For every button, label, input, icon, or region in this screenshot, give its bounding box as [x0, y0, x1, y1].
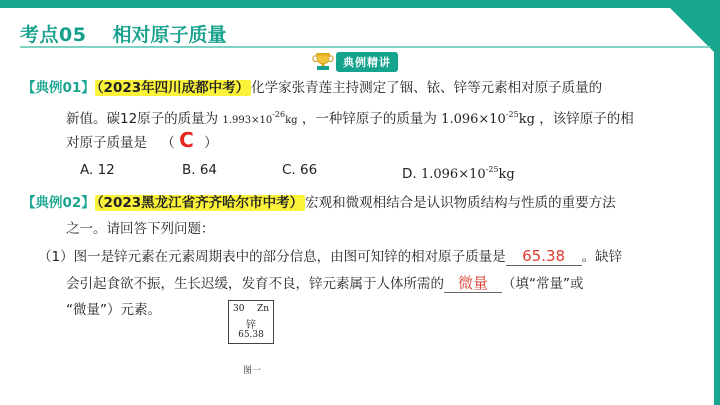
ex1-line3 [66, 130, 218, 153]
slide-header [20, 16, 226, 50]
q1-blank-type [444, 273, 502, 293]
q1-answer-type: 微量 [457, 274, 488, 292]
element-symbol: Zn [256, 304, 269, 314]
q1-blank-mass [506, 246, 582, 266]
ex1-line1 [22, 78, 602, 98]
ex1-option-b: B. 64 [182, 162, 218, 178]
atomic-mass: 65.38 [238, 330, 264, 340]
paren-open: （ [161, 135, 175, 151]
ex1-option-c: C. 66 [282, 162, 318, 178]
ex2-line1-text: 宏观和微观相结合是认识物质结构与性质的重要方法 [305, 195, 616, 211]
atomic-number: 30 [233, 304, 245, 314]
q1-text: 图一是锌元素在元素周期表中的部分信息，由图可知锌的相对原子质量是 [73, 249, 506, 265]
ex2-source: （2023黑龙江省齐齐哈尔市中考） [96, 195, 304, 211]
ex1-line2-b: ，一种锌原子的质量为 [301, 111, 437, 127]
trophy-icon [312, 52, 334, 72]
q1-line2-after: （填“常量”或 [502, 276, 584, 292]
ex2-q1-line1 [38, 246, 622, 267]
header-divider [20, 46, 710, 48]
figure-caption: 图一 [243, 366, 262, 376]
ex1-option-a: A. 12 [80, 162, 115, 178]
ex1-line2-a: 新值。碳12原子的质量为 [66, 111, 219, 127]
ex2-tag: 【典例02】 [22, 195, 95, 211]
q1-number: （1） [38, 249, 74, 265]
badge-label: 典例精讲 [336, 52, 398, 72]
ex1-line2 [66, 105, 634, 131]
top-frame-bar [0, 0, 720, 8]
ex1-tag: 【典例01】 [22, 80, 95, 96]
ex1-source: （2023年四川成都中考） [96, 80, 250, 96]
corner-decoration [662, 0, 720, 58]
ex2-q1-line3: “微量”）元素。 [66, 302, 161, 318]
right-frame-bar [714, 0, 720, 405]
ex2-line1 [22, 193, 616, 213]
q1-answer-mass: 65.38 [522, 247, 566, 265]
carbon-mass: $1.993\times 10^{-26}kg$ [222, 110, 298, 126]
ex1-line2-c: ，该锌原子的相 [539, 111, 634, 127]
topic-code: 考点05 [20, 23, 87, 46]
paren-close: ） [204, 135, 218, 151]
element-name: 锌 [246, 320, 256, 331]
ex1-answer: C [179, 128, 194, 152]
q1-after: 。缺锌 [581, 249, 623, 265]
section-badge [312, 52, 398, 72]
ex1-line1-text: 化学家张青莲主持测定了铟、铱、锌等元素相对原子质量的 [251, 80, 603, 96]
q1-line2-text: 会引起食欲不振，生长迟缓，发育不良，锌元素属于人体所需的 [66, 276, 444, 292]
ex1-option-d: D. $1.096\times 10^{-25}kg$ [402, 165, 515, 182]
ex2-q1-line2 [66, 273, 584, 294]
ex2-line2: 之一。请回答下列问题： [66, 221, 215, 237]
zinc-periodic-cell [228, 300, 274, 344]
topic-title: 相对原子质量 [112, 23, 227, 46]
ex1-line3-text: 对原子质量是 [66, 135, 147, 151]
zinc-mass: $1.096\times 10^{-25}kg$ [441, 110, 535, 127]
